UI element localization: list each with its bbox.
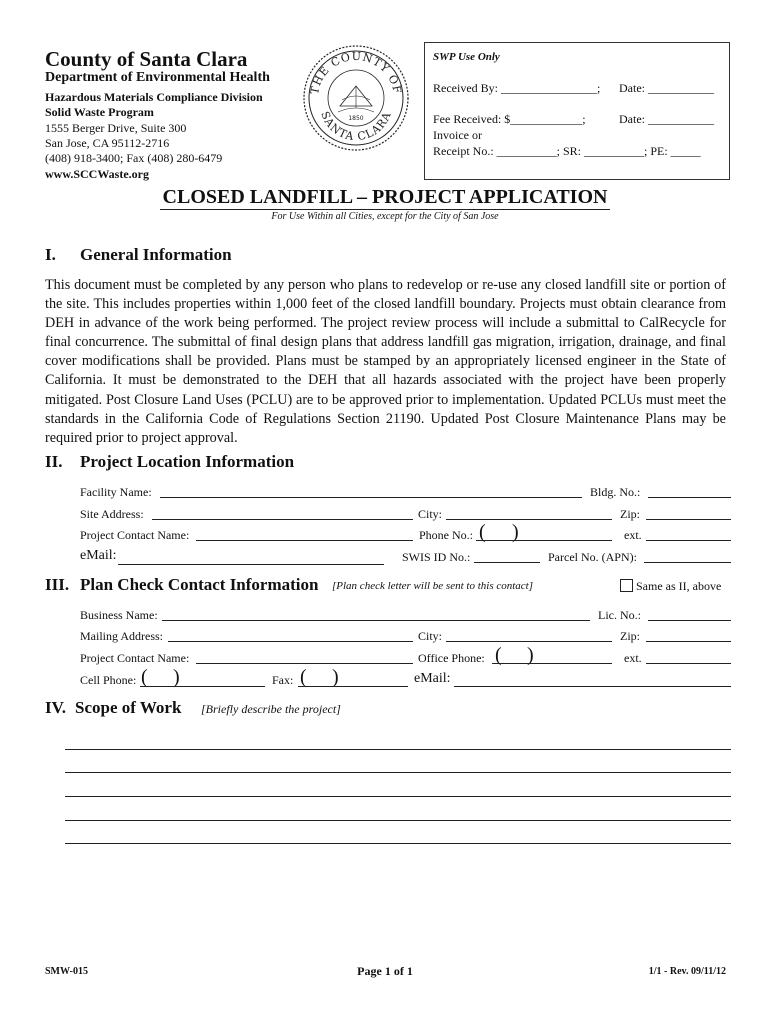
revision: 1/1 - Rev. 09/11/12 [648, 966, 726, 977]
phone-no-input[interactable] [476, 540, 612, 541]
project-contact-label: Project Contact Name: [80, 528, 190, 542]
plan-contact-input[interactable] [196, 663, 413, 664]
phone-fax: (408) 918-3400; Fax (408) 280-6479 [45, 151, 223, 165]
site-zip-input[interactable] [646, 519, 731, 520]
business-name-input[interactable] [162, 620, 590, 621]
phone-ext-label: ext. [624, 528, 642, 542]
scope-line-5[interactable] [65, 843, 731, 844]
scope-line-2[interactable] [65, 772, 731, 773]
section-2-title: Project Location Information [80, 452, 295, 471]
cell-area-close: ) [173, 666, 180, 688]
page-subtitle: For Use Within all Cities, except for the City of San Jose [271, 211, 499, 222]
seal-top-text: THE COUNTY OF [308, 49, 404, 96]
website: www.SCCWaste.org [45, 167, 149, 181]
cell-phone-input[interactable] [140, 686, 265, 687]
same-as-above-checkbox[interactable] [620, 579, 633, 592]
fee-received-field[interactable]: Fee Received: $____________; [433, 112, 586, 126]
bldg-no-label: Bldg. No.: [590, 485, 641, 499]
scope-line-1[interactable] [65, 749, 731, 750]
title-underline [160, 209, 610, 210]
section-4-hint: [Briefly describe the project] [201, 702, 341, 716]
lic-no-label: Lic. No.: [598, 608, 641, 622]
section-1-number: I. [45, 245, 56, 264]
address-line-1: 1555 Berger Drive, Suite 300 [45, 121, 187, 135]
section-4-title: Scope of Work [75, 698, 182, 717]
county-seal [302, 42, 410, 154]
mailing-zip-label: Zip: [620, 629, 640, 643]
site-city-input[interactable] [446, 519, 612, 520]
cell-area-open: ( [141, 666, 148, 688]
phone-ext-input[interactable] [646, 540, 731, 541]
site-zip-label: Zip: [620, 507, 640, 521]
receipt-no-field[interactable]: Receipt No.: __________; SR: __________; PE: _____ [433, 144, 701, 158]
received-date-field[interactable]: Date: ___________ [619, 81, 714, 95]
swp-box-title: SWP Use Only [433, 51, 500, 63]
program-name: Solid Waste Program [45, 105, 154, 119]
phone-area-close: ) [512, 521, 519, 543]
lic-no-input[interactable] [648, 620, 731, 621]
fax-area-close: ) [332, 666, 339, 688]
fax-input[interactable] [298, 686, 408, 687]
site-address-label: Site Address: [80, 507, 144, 521]
department-name: Department of Environmental Health [45, 70, 270, 85]
office-ext-label: ext. [624, 651, 642, 665]
page-title: CLOSED LANDFILL – PROJECT APPLICATION [162, 186, 608, 208]
address-line-2: San Jose, CA 95112-2716 [45, 136, 170, 150]
office-area-open: ( [495, 644, 502, 666]
fee-date-field[interactable]: Date: ___________ [619, 112, 714, 126]
seal-bottom-text: SANTA CLARA [318, 109, 394, 144]
scope-line-3[interactable] [65, 796, 731, 797]
bldg-no-input[interactable] [648, 497, 731, 498]
swis-id-input[interactable] [474, 562, 540, 563]
section-4-number: IV. [45, 698, 66, 717]
mailing-zip-input[interactable] [646, 641, 731, 642]
parcel-no-input[interactable] [644, 562, 731, 563]
office-area-close: ) [527, 644, 534, 666]
phone-area-open: ( [479, 521, 486, 543]
seal-year: 1850 [348, 115, 364, 122]
parcel-no-label: Parcel No. (APN): [548, 550, 637, 564]
invoice-label: Invoice or [433, 128, 482, 142]
scope-line-4[interactable] [65, 820, 731, 821]
fax-area-open: ( [300, 666, 307, 688]
division-name: Hazardous Materials Compliance Division [45, 90, 263, 104]
form-id: SMW-015 [45, 966, 88, 977]
office-ext-input[interactable] [646, 663, 731, 664]
same-as-above-label: Same as II, above [636, 579, 722, 593]
plan-contact-label: Project Contact Name: [80, 651, 190, 665]
mailing-city-label: City: [418, 629, 443, 643]
site-address-input[interactable] [152, 519, 413, 520]
email-label: eMail: [80, 548, 117, 563]
facility-name-label: Facility Name: [80, 485, 152, 499]
phone-no-label: Phone No.: [419, 528, 473, 542]
section-3-number: III. [45, 575, 70, 594]
received-by-field[interactable]: Received By: ________________; [433, 81, 601, 95]
county-name: County of Santa Clara [45, 47, 248, 71]
section-3-title: Plan Check Contact Information [80, 575, 319, 594]
mailing-address-label: Mailing Address: [80, 629, 163, 643]
section-1-title: General Information [80, 245, 232, 264]
mailing-address-input[interactable] [168, 641, 413, 642]
email-input[interactable] [118, 564, 384, 565]
page-number: Page 1 of 1 [357, 964, 413, 978]
plan-email-label: eMail: [414, 671, 451, 686]
business-name-label: Business Name: [80, 608, 158, 622]
section-2-number: II. [45, 452, 63, 471]
swp-use-only-box [424, 42, 730, 180]
mailing-city-input[interactable] [446, 641, 612, 642]
project-contact-input[interactable] [196, 540, 413, 541]
fax-label: Fax: [272, 673, 294, 687]
section-3-hint: [Plan check letter will be sent to this contact] [332, 580, 534, 592]
office-phone-input[interactable] [492, 663, 612, 664]
site-city-label: City: [418, 507, 443, 521]
cell-phone-label: Cell Phone: [80, 673, 137, 687]
plan-email-input[interactable] [454, 686, 731, 687]
office-phone-label: Office Phone: [418, 651, 485, 665]
general-information-text: This document must be completed by any person who plans to redevelop or re-use any closed landfill site or portion of the site. This includes properties within 1,000 feet of the closed landfill boundary. Projects must obtain clearance from DEH in advance of the work being performed. The project review process will include a submittal to CalRecycle for final concurrence. The submittal of final design plans that address landfill gas migration, irrigation, drainage, and final cover modifications shall be provided. Plans must be stamped by an appropriately licensed engineer in the State of California. It must be demonstrated to the DEH that all hazards associated with the project have been properly mitigated. Post Closure Land Uses (PCLU) are to be approved prior to implementation. Updated PCLUs must meet the standards in the California Code of Regulations Section 21190. Updated Post Closure Maintenance Plans may be required prior to project approval. [45, 277, 726, 446]
swis-id-label: SWIS ID No.: [402, 550, 471, 564]
facility-name-input[interactable] [160, 497, 582, 498]
